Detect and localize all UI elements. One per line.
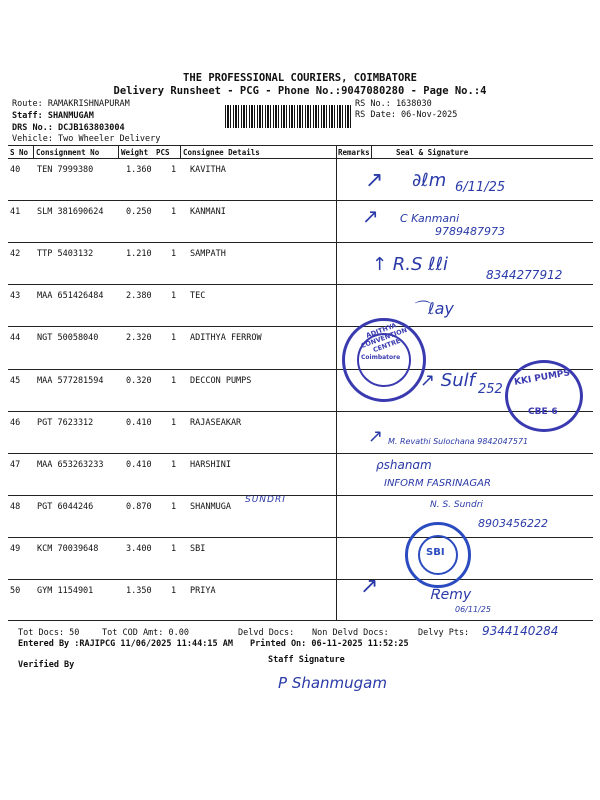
row-consignee: SAMPATH [190,249,226,260]
row-weight: 0.250 [126,207,152,218]
col-sep [371,145,372,158]
table-bottom-line [8,620,593,621]
delivery-points: Delvy Pts: [418,628,470,638]
row-weight: 0.410 [126,417,152,428]
row-pcs: 1 [171,333,177,344]
runsheet-subtitle: Delivery Runsheet - PCG - Phone No.:9047080280 - Page No.:4 [113,85,487,97]
table-top-line [8,145,593,146]
signature-50: Ꭱemy [430,587,472,603]
row-pcs: 1 [171,375,177,386]
handwritten-mark-45: 252 [478,382,503,397]
row-weight: 1.210 [126,249,152,260]
adithya-stamp-city: Coimbatore [361,354,401,361]
row-consignee: RAJASEAKAR [190,417,242,428]
vehicle-label: Vehicle: Two Wheeler Delivery [12,134,161,144]
handwritten-phone-bottom: 9344140284 [482,624,559,638]
rs-date: RS Date: 06-Nov-2025 [355,110,458,120]
col-consignment: Consignment No [36,148,100,157]
col-sep [118,145,119,158]
entered-by: Entered By :RAJIPCG 11/06/2025 11:44:15 AM [18,639,233,649]
row-consignee: PRIYA [190,586,216,596]
row-pcs: 1 [171,291,177,302]
row-consignee: DECCON PUMPS [190,375,252,386]
handwritten-name-48: N. S. Sundri [430,500,483,510]
delivered-docs: Delvd Docs: [238,628,295,638]
row-pcs: 1 [171,586,177,596]
row-weight: 0.870 [126,501,152,512]
row-weight: 0.410 [126,459,152,470]
row-divider [8,369,593,370]
signature-47: ρshanɑm [376,458,432,472]
row-divider [8,411,593,412]
row-consignee: HARSHINI [190,459,231,470]
col-sep [33,145,34,158]
row-sno: 41 [10,207,21,218]
barcode [225,105,351,128]
row-weight: 2.380 [126,291,152,302]
handwritten-inline-48: SUNDRI [245,495,286,505]
row-sno: 43 [10,291,21,302]
remarks-sep [336,145,337,620]
row-consignment: MAA 651426484 [37,291,104,302]
handwritten-note-47: INFORM FASRINAGAR [384,478,491,489]
row-pcs: 1 [171,459,177,470]
signature-45: ↗ Sulf [420,370,475,391]
handwritten-date-50: 06/11/25 [455,605,491,614]
table-header-line [8,158,593,159]
row-divider [8,579,593,580]
col-consignee: Consignee Details [183,148,260,157]
handwritten-name-41: C Kanmani [400,212,460,225]
row-consignee: TEC [190,291,206,302]
handwritten-phone-41: 9789487973 [435,225,505,238]
handwritten-note-46: M. Revathi Sulochana 9842047571 [388,437,529,446]
row-sno: 50 [10,586,21,596]
staff-signature-label: Staff Signature [268,655,345,665]
printed-on: Printed On: 06-11-2025 11:52:25 [250,639,409,649]
tick-mark-50: ↗ [360,574,379,599]
total-docs: Tot Docs: 50 [18,628,80,638]
row-sno: 46 [10,417,21,428]
row-consignment: PGT 7623312 [37,417,94,428]
row-pcs: 1 [171,417,177,428]
row-consignee: ADITHYA FERROW [190,333,262,344]
adithya-stamp-text: ADITHYA CONVENTION CENTRE [359,321,409,355]
kki-stamp-bottom: CBE-6 [528,407,558,417]
row-weight: 1.360 [126,165,152,175]
row-consignment: MAA 577281594 [37,375,104,386]
drs-label: DRS No.: DCJB163803004 [12,123,125,133]
row-sno: 42 [10,249,21,260]
row-pcs: 1 [171,543,177,554]
col-remarks: Remarks [338,148,370,157]
kki-stamp-top: KKI PUMPS [513,368,571,388]
row-consignee: KAVITHA [190,165,226,175]
row-divider [8,242,593,243]
row-consignee: SHANMUGA [190,501,231,512]
non-delivered-docs: Non Delvd Docs: [312,628,389,638]
row-sno: 44 [10,333,21,344]
row-pcs: 1 [171,249,177,260]
row-weight: 0.320 [126,375,152,386]
row-consignment: KCM 70039648 [37,543,99,554]
handwritten-phone-48: 8903456222 [478,517,548,530]
handwritten-date-40: 6/11/25 [455,180,506,195]
sbi-stamp [405,522,471,588]
row-consignment: MAA 653263233 [37,459,104,470]
row-divider [8,284,593,285]
staff-label: Staff: SHANMUGAM [12,111,94,121]
route-label: Route: RAMAKRISHNAPURAM [12,99,130,109]
tick-mark-40: ↗ [365,168,384,193]
signature-42: ↑ R.S ℓℓi [372,254,449,275]
sbi-stamp-text: SBI [426,547,445,558]
row-sno: 47 [10,459,21,470]
row-pcs: 1 [171,165,177,175]
row-consignment: TEN 7999380 [37,165,94,175]
row-consignment: TTP 5403132 [37,249,94,260]
row-divider [8,537,593,538]
row-weight: 3.400 [126,543,152,554]
row-divider [8,200,593,201]
row-pcs: 1 [171,207,177,218]
row-sno: 48 [10,501,21,512]
row-sno: 49 [10,543,21,554]
staff-signature: P Shanmugam [278,674,387,692]
col-pcs: PCS [156,148,170,157]
row-divider [8,453,593,454]
col-sep [180,145,181,158]
row-weight: 2.320 [126,333,152,344]
row-divider [8,495,593,496]
tick-mark-41: ↗ [362,204,379,228]
col-weight: Weight [121,148,149,157]
row-consignee: KANMANI [190,207,226,218]
rs-number: RS No.: 1638030 [355,99,432,109]
row-sno: 40 [10,165,21,175]
row-pcs: 1 [171,501,177,512]
row-consignment: SLM 381690624 [37,207,104,218]
company-title: THE PROFESSIONAL COURIERS, COIMBATORE [183,72,417,84]
row-consignment: GYM 1154901 [37,586,94,596]
tick-mark-46: ↗ [368,426,384,447]
row-consignment: NGT 50058040 [37,333,99,344]
adithya-stamp [342,318,426,402]
col-sno: S No [10,148,29,157]
signature-40: ∂ℓm [412,170,447,191]
handwritten-phone-42: 8344277912 [486,268,563,282]
kki-stamp [505,360,583,432]
row-consignee: SBI [190,543,206,554]
verified-by-label: Verified By [18,660,75,670]
row-divider [8,326,593,327]
row-weight: 1.350 [126,586,152,596]
row-sno: 45 [10,375,21,386]
signature-43: ⌒ℓay [412,299,454,318]
col-seal: Seal & Signature [396,148,469,157]
total-cod: Tot COD Amt: 0.00 [102,628,189,638]
row-consignment: PGT 6044246 [37,501,94,512]
